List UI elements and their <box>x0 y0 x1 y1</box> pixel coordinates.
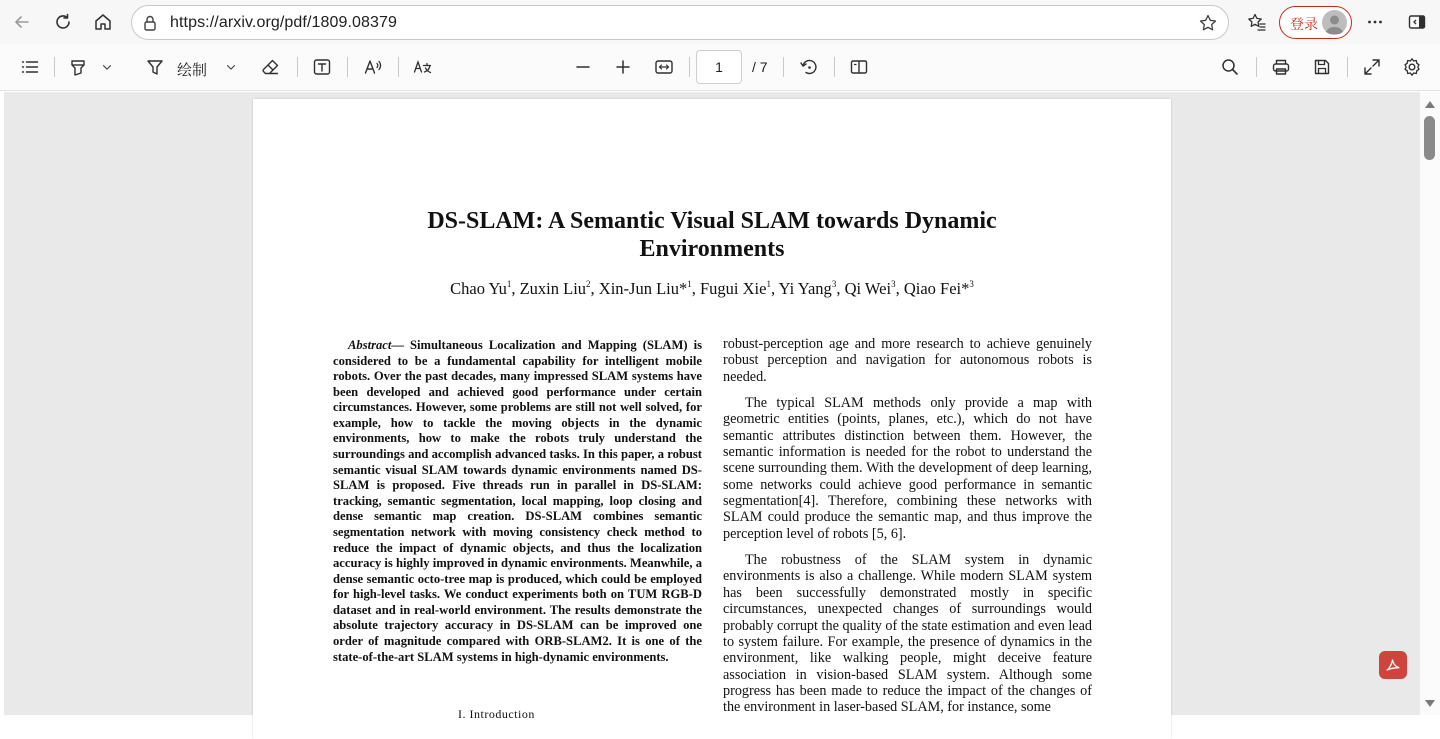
more-dots-icon <box>1365 12 1385 32</box>
search-button[interactable] <box>1218 54 1242 80</box>
rotate-button[interactable] <box>797 54 821 80</box>
author-name: Zuxin Liu <box>519 279 587 298</box>
author-affiliation: 3 <box>831 278 837 289</box>
erase-button[interactable] <box>259 54 283 80</box>
translate-icon <box>413 57 433 77</box>
paper-title <box>253 207 1171 263</box>
scroll-down-arrow-icon[interactable] <box>1425 700 1435 707</box>
acrobat-icon <box>1384 656 1402 674</box>
author-name: Fugui Xie <box>700 279 767 298</box>
more-menu-button[interactable] <box>1359 6 1391 38</box>
author-name: Chao Yu <box>450 279 507 298</box>
pdf-page <box>253 99 1171 739</box>
right-column <box>723 336 1092 726</box>
save-button[interactable] <box>1310 54 1334 80</box>
author-name: Xin-Jun Liu* <box>598 279 688 298</box>
text-box-icon <box>312 57 332 77</box>
draw-icon <box>145 57 165 77</box>
paragraph: The typical SLAM methods only provide a map with geometric entities (points, planes, etc.), which do not have semantic attributes distinction between them. However, the semantic information is needed for the robot to understand the scene surrounding them. With the development of deep learning, some networks could achieve good performance in semantic segmentation[4]. Therefore, combining these networks with SLAM could produce the semantic map, and thus improve the perception level of robots [5, 6]. <box>723 395 1092 542</box>
scroll-up-arrow-icon[interactable] <box>1425 101 1435 108</box>
minus-icon <box>573 57 593 77</box>
separator <box>1347 57 1348 77</box>
fit-width-icon <box>654 57 674 77</box>
search-icon <box>1220 57 1240 77</box>
login-label: 登录 <box>1290 16 1318 32</box>
fullscreen-button[interactable] <box>1360 54 1384 80</box>
author-affiliation: 1 <box>766 278 771 289</box>
separator <box>347 57 348 77</box>
contents-icon <box>20 57 40 77</box>
avatar <box>1322 10 1347 35</box>
paper-title-line: DS-SLAM: A Semantic Visual SLAM towards Dynamic <box>427 208 997 234</box>
address-bar <box>0 0 1440 44</box>
separator <box>783 57 784 77</box>
back-arrow-icon <box>12 12 32 32</box>
paper-title-line: Environments <box>639 236 785 262</box>
separator <box>834 57 835 77</box>
highlight-icon <box>68 57 88 77</box>
read-aloud-icon <box>363 57 383 77</box>
page-number-input[interactable]: 1 <box>696 50 742 84</box>
rotate-icon <box>799 57 819 77</box>
refresh-icon <box>53 12 73 32</box>
url-field[interactable] <box>131 5 1229 40</box>
save-icon <box>1312 57 1332 77</box>
favorites-list-icon <box>1247 12 1267 32</box>
separator <box>54 57 55 77</box>
draw-dropdown[interactable] <box>222 54 240 80</box>
contents-button[interactable] <box>18 54 42 80</box>
gear-icon <box>1402 57 1422 77</box>
paragraph: The robustness of the SLAM system in dynamic environments is also a challenge. While modern SLAM system has been successfully demonstrated mostly in specific circumstances, unexpected changes of surroundings would probably corrupt the quality of the state estimation and even lead to system failure. For example, the presence of dynamics in the environment, like walking people, might deceive feature association in vision-based SLAM system. Although some progress has been made to reduce the impact of the changes of the environment in laser-based SLAM, for instance, some <box>723 552 1092 716</box>
sidebar-icon <box>1407 12 1427 32</box>
sidebar-toggle-button[interactable] <box>1401 6 1433 38</box>
back-button[interactable] <box>6 6 38 38</box>
zoom-out-button[interactable] <box>571 54 595 80</box>
abstract-text: — Simultaneous Localization and Mapping (SLAM) is considered to be a fundamental capability for intelligent mobile robots. Over the past decades, many impressed SLAM systems have been developed and achieved good performance under certain circumstances. However, some problems are still not well solved, for example, how to tackle the moving objects in the dynamic environments, how to make the robots truly understand the surroundings and accomplish advanced tasks. In this paper, a robust semantic visual SLAM towards dynamic environments named DS-SLAM is proposed. Five threads run in parallel in DS-SLAM: tracking, semantic segmentation, local mapping, loop closing and dense semantic map creation. DS-SLAM combines semantic segmentation network with moving consistency check method to reduce the impact of dynamic objects, and thus the localization accuracy is highly improved in dynamic environments. Meanwhile, a dense semantic octo-tree map is produced, which could be employed for high-level tasks. We conduct experiments both on TUM RGB-D dataset and in real-world environment. The results demonstrate the absolute trajectory accuracy in DS-SLAM can be improved one order of magnitude compared with ORB-SLAM2. It is one of the state-of-the-art SLAM systems in high-dynamic environments. <box>333 338 702 664</box>
highlight-dropdown[interactable] <box>98 54 116 80</box>
scrollbar-thumb[interactable] <box>1424 116 1435 160</box>
author-name: Qiao Fei* <box>903 279 970 298</box>
favorites-button[interactable] <box>1241 6 1273 38</box>
abstract-label: Abstract <box>348 338 392 352</box>
print-icon <box>1271 57 1291 77</box>
zoom-in-button[interactable] <box>611 54 635 80</box>
paper-authors: Chao Yu$^1$, Zuxin Liu$^2$, Xin-Jun Liu*$^1$, Fugui Xie$^1$, Yi Yang$^3$, Qi Wei$^3$, Qiao Fei*$^3$ <box>450 278 974 298</box>
separator <box>398 57 399 77</box>
draw-label[interactable]: 绘制 <box>177 62 208 79</box>
author-affiliation: 2 <box>586 278 591 289</box>
author-name: Qi Wei <box>844 279 892 298</box>
paragraph: robust-perception age and more research to achieve genuinely robust perception and navigation for autonomous robots is needed. <box>723 336 1092 385</box>
abstract <box>333 338 702 665</box>
print-button[interactable] <box>1269 54 1293 80</box>
separator <box>1256 57 1257 77</box>
home-icon <box>93 12 113 32</box>
read-aloud-button[interactable] <box>361 54 385 80</box>
url-text[interactable]: https://arxiv.org/pdf/1809.08379 <box>170 14 398 31</box>
refresh-button[interactable] <box>47 6 79 38</box>
eraser-icon <box>261 57 281 77</box>
vertical-scrollbar[interactable] <box>1420 92 1440 715</box>
author-affiliation: 1 <box>687 278 692 289</box>
settings-button[interactable] <box>1400 54 1424 80</box>
separator <box>689 57 690 77</box>
add-text-button[interactable] <box>310 54 334 80</box>
login-button[interactable] <box>1279 6 1352 39</box>
highlight-button[interactable] <box>66 54 90 80</box>
profile-icon <box>1322 10 1347 35</box>
pdf-toolbar <box>0 44 1440 91</box>
author-affiliation: 3 <box>969 278 974 289</box>
fullscreen-icon <box>1362 57 1382 77</box>
author-affiliation: 3 <box>891 278 896 289</box>
section-heading: I. Introduction <box>458 707 535 721</box>
fit-width-button[interactable] <box>652 54 676 80</box>
author-name: Yi Yang <box>778 279 832 298</box>
page-view-button[interactable] <box>847 54 871 80</box>
separator <box>297 57 298 77</box>
translate-button[interactable] <box>411 54 435 80</box>
author-affiliation: 1 <box>506 278 512 289</box>
home-button[interactable] <box>87 6 119 38</box>
page-count: / 7 <box>752 59 768 75</box>
lock-icon[interactable] <box>141 14 159 32</box>
favorite-star-icon[interactable] <box>1198 13 1218 33</box>
chevron-down-icon <box>100 60 114 74</box>
draw-button[interactable] <box>143 54 167 80</box>
plus-icon <box>613 57 633 77</box>
acrobat-button[interactable] <box>1379 651 1407 679</box>
chevron-down-icon <box>224 60 238 74</box>
page-view-icon <box>849 57 869 77</box>
